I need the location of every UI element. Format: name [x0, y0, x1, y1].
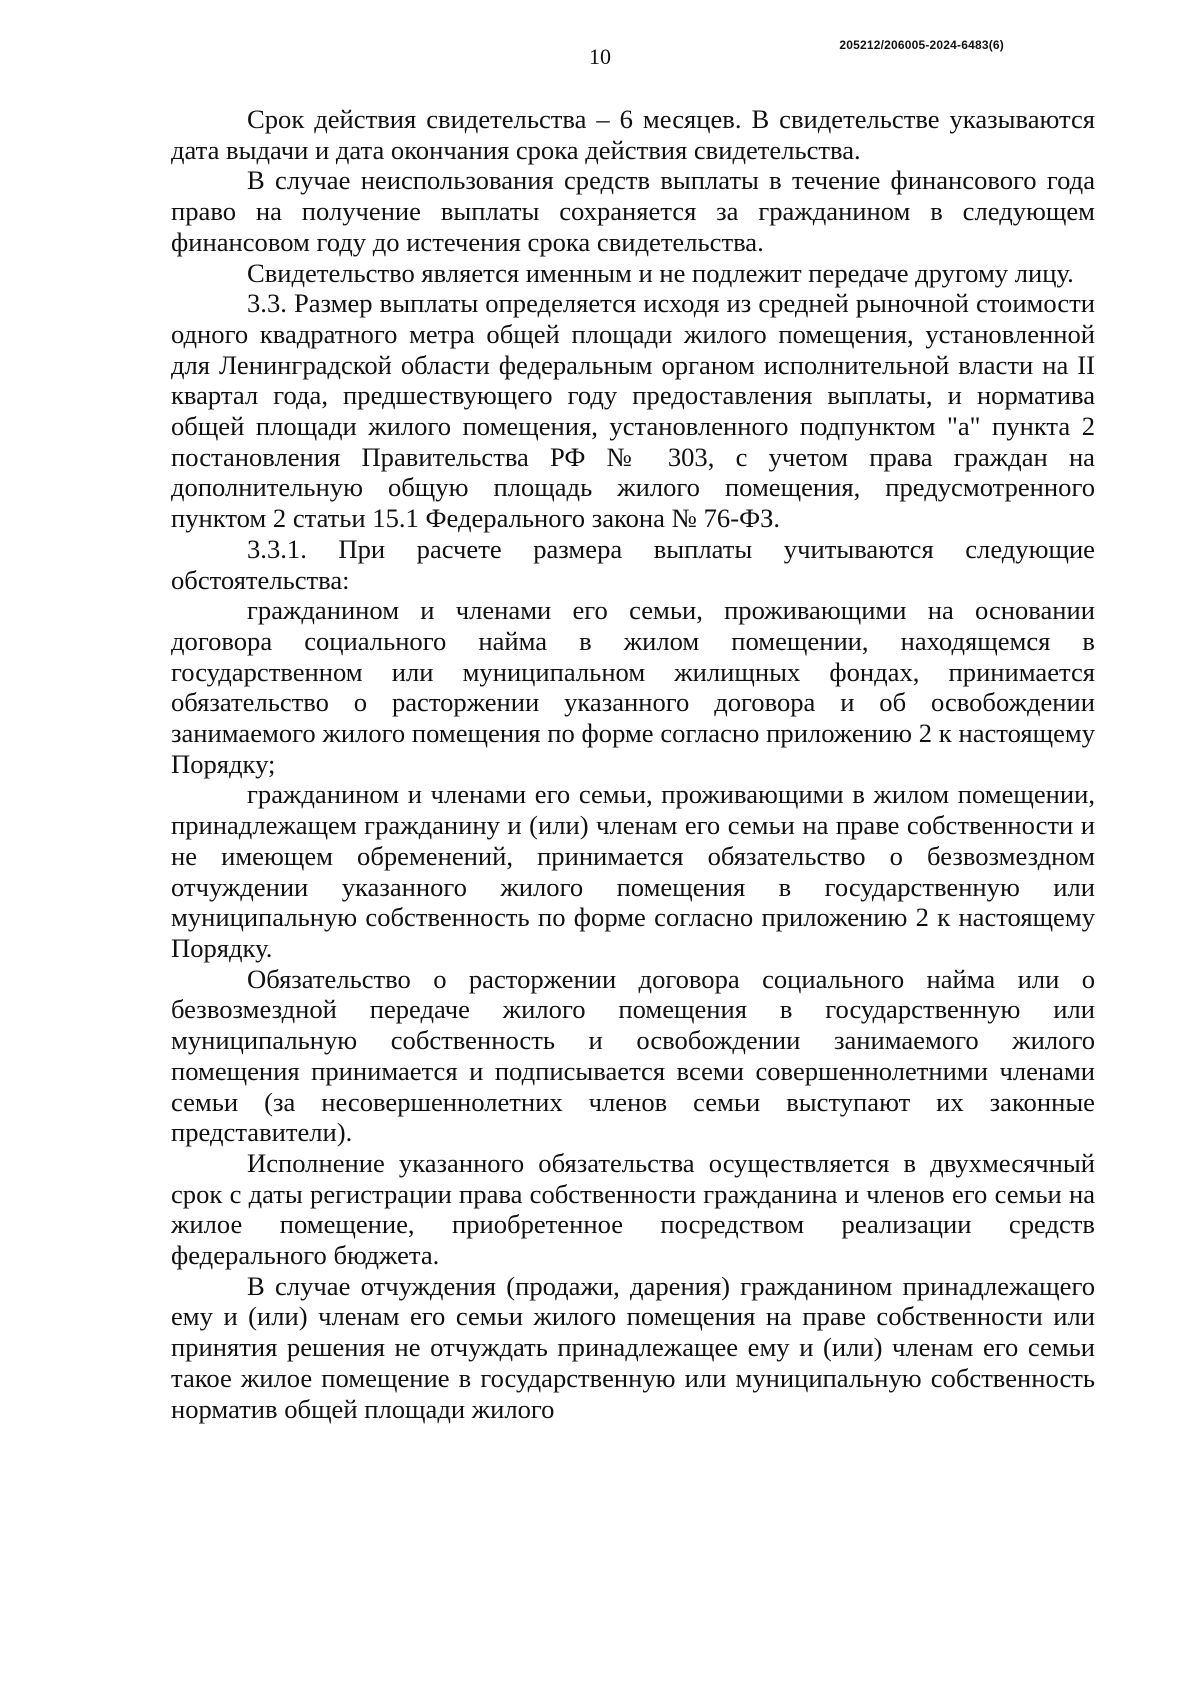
document-id: 205212/206005-2024-6483(6)	[839, 38, 1004, 52]
paragraph: Исполнение указанного обязательства осуществляется в двухмесячный срок с даты регистрации права собственности гражданина и членов его семьи на жилое помещение, приобретенное посредством реализации средств федерального бюджета.	[171, 1147, 1095, 1271]
paragraph: Обязательство о расторжении договора социального найма или о безвозмездной передаче жилого помещения в государственную или муниципальную собственность и освобождении занимаемого жилого помещения принимается и подписывается всеми совершеннолетними членами семьи (за несовершеннолетних членов семьи выступают их законные представители).	[171, 963, 1095, 1148]
paragraph: гражданином и членами его семьи, проживающими в жилом помещении, принадлежащем гражданину и (или) членам его семьи на праве собственности и не имеющем обременений, принимается обязательство о безвозмездном отчуждении указанного жилого помещения в государственную или муниципальную собственность по форме согласно приложению 2 к настоящему Порядку.	[171, 779, 1095, 963]
paragraph: Свидетельство является именным и не подлежит передаче другому лицу.	[247, 257, 1074, 288]
paragraph: 3.3.1. При расчете размера выплаты учитываются следующие обстоятельства:	[171, 533, 1095, 595]
page-number: 10	[589, 44, 611, 69]
paragraph: Срок действия свидетельства – 6 месяцев. В свидетельстве указываются дата выдачи и дата окончания срока действия свидетельства.	[171, 104, 1095, 165]
paragraph: В случае отчуждения (продажи, дарения) гражданином принадлежащего ему и (или) членам его семьи жилого помещения на праве собственности или принятия решения не отчуждать принадлежащее ему и (или) членам его семьи такое жилое помещение в государственную или муниципальную собственность норматив общей площади жилого	[171, 1270, 1095, 1424]
paragraph: В случае неиспользования средств выплаты в течение финансового года право на получение выплаты сохраняется за гражданином в следующем финансовом году до истечения срока свидетельства.	[171, 165, 1095, 257]
document-body	[171, 104, 1095, 1424]
paragraph: гражданином и членами его семьи, проживающими на основании договора социального найма в жилом помещении, находящемся в государственном или муниципальном жилищных фондах, принимается обязательство о расторжении указанного договора и об освобождении занимаемого жилого помещения по форме согласно приложению 2 к настоящему Порядку;	[171, 595, 1095, 779]
paragraph: 3.3. Размер выплаты определяется исходя из средней рыночной стоимости одного квадратного метра общей площади жилого помещения, установленной для Ленинградской области федеральным органом исполнительной власти на II квартал года, предшествующего году предоставления выплаты, и норматива общей площади жилого помещения, установленного подпунктом "а" пункта 2 постановления Правительства РФ № 303, с учетом права граждан на дополнительную общую площадь жилого помещения, предусмотренного пунктом 2 статьи 15.1 Федерального закона № 76-ФЗ.	[171, 288, 1095, 534]
